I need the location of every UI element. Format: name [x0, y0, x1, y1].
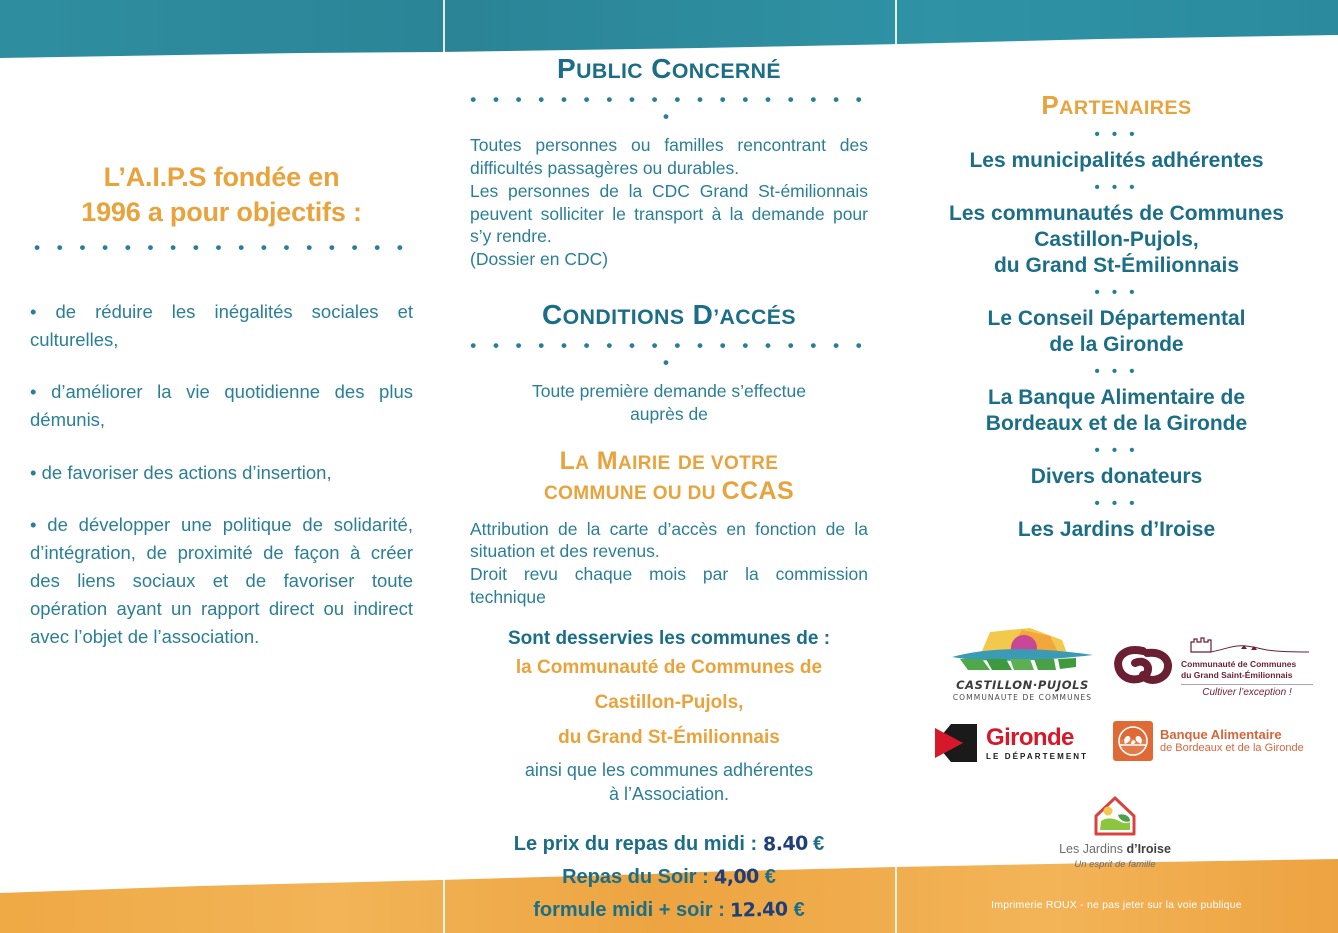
- divider: [1181, 684, 1313, 685]
- partner-line: Bordeaux et de la Gironde: [985, 412, 1248, 436]
- heading-cap: M: [596, 446, 618, 475]
- ccas-label: CCAS: [721, 476, 795, 505]
- attribution-line: Attribution de la carte d’accès en fonction de la situation et des revenus.: [470, 518, 868, 562]
- attribution-line: Droit revu chaque mois par la commission technique: [470, 564, 868, 607]
- price-row: [470, 894, 868, 927]
- column-partners: [895, 0, 1338, 543]
- conditions-intro-line2: auprès de: [630, 403, 708, 424]
- dotted-divider: • • • • • • • • • • • • • • • • • • •: [470, 336, 868, 373]
- conditions-intro-line1: Toute première demande s’effectue: [531, 381, 806, 402]
- heading-rest: COMMUNE OU DU: [543, 482, 722, 504]
- gironde-name: Gironde: [986, 723, 1074, 751]
- partner-separator: • • •: [1094, 284, 1139, 302]
- partner-line: Castillon-Pujols,: [1034, 228, 1199, 252]
- price-label: Repas du Soir :: [562, 865, 715, 888]
- logo-banque-alimentaire: [1113, 721, 1323, 761]
- heading-rest: ONCERNÉ: [671, 59, 781, 83]
- mairie-line-2: [470, 476, 868, 506]
- commune-name: Castillon-Pujols,: [594, 691, 744, 713]
- partner-line: Le Conseil Départemental: [987, 307, 1246, 331]
- commune-name: la Communauté de Communes de: [515, 656, 823, 678]
- banque-line2: de Bordeaux et de la Gironde: [1160, 741, 1304, 754]
- heading-cap: P: [1041, 90, 1060, 120]
- heading-rest: DE VOTRE: [678, 452, 779, 474]
- castillon-pujols-text: [950, 679, 1095, 702]
- logo-subtitle: COMMUNAUTE DE COMMUNES: [952, 692, 1093, 702]
- commune-name: du Grand St-Émilionnais: [558, 727, 780, 748]
- served-communes-label: Sont desservies les communes de :: [507, 627, 831, 649]
- objectives-title: [0, 160, 443, 229]
- price-value-handwritten: 12.40: [730, 898, 789, 922]
- gironde-mark: [933, 722, 981, 764]
- price-currency: €: [759, 865, 776, 888]
- partner-item: Divers donateurs: [1030, 465, 1203, 489]
- price-label: Le prix du repas du midi :: [513, 832, 763, 855]
- jardins-tagline: Un esprit de famille: [1074, 858, 1156, 870]
- logo-name: CASTILLON·PUJOLS: [956, 678, 1089, 692]
- footer-imprint: Imprimerie ROUX - ne pas jeter sur la voie publique: [991, 899, 1242, 911]
- jardins-name-bold: d’Iroise: [1126, 842, 1171, 856]
- heading-rest: AIRIE: [618, 452, 671, 474]
- jardins-name: [1040, 843, 1190, 857]
- logo-grand-saint-emilionnais: [1113, 636, 1313, 698]
- price-currency: €: [788, 898, 805, 921]
- price-currency: €: [807, 832, 825, 855]
- heading-rest: ’ACCÉS: [713, 304, 796, 329]
- logo-castillon-pujols: [950, 626, 1095, 702]
- heading-cap: C: [651, 53, 672, 84]
- public-paragraph: (Dossier en CDC): [470, 249, 609, 270]
- partners-heading: [913, 90, 1320, 121]
- partner-line: La Banque Alimentaire de: [987, 386, 1246, 410]
- gse-tagline: Cultiver l’exception !: [1202, 687, 1292, 699]
- list-item: • de favoriser des actions d’insertion,: [30, 461, 332, 483]
- dotted-divider: • • • • • • • • • • • • • • • • •: [34, 238, 409, 258]
- public-paragraph: Toutes personnes ou familles rencontrant des difficultés passagères ou durables.: [470, 135, 868, 179]
- partner-separator: • • •: [1094, 126, 1139, 143]
- partner-line: du Grand St-Émilionnais: [993, 254, 1240, 278]
- partner-item: [913, 306, 1320, 358]
- partner-line: Les communautés de Communes: [949, 202, 1284, 226]
- column-objectives: [0, 0, 443, 651]
- price-value-handwritten: 8.40: [762, 832, 808, 856]
- gse-line1: Communauté de Communes: [1181, 659, 1297, 669]
- list-item: • d’améliorer la vie quotidienne des plus démunis,: [30, 381, 413, 431]
- partner-separator: • • •: [1094, 179, 1139, 197]
- partner-separator: • • •: [1094, 495, 1139, 513]
- price-row: [470, 861, 868, 894]
- partner-item: [913, 201, 1320, 279]
- partner-item: Les municipalités adhérentes: [969, 149, 1264, 172]
- mairie-line-1: [470, 446, 868, 476]
- list-item: • de développer une politique de solidarité, d’intégration, de proximité de façon à créer des liens sociaux et de favoriser toute opération ayant un rapport direct ou indirect avec l’objet de l’association.: [30, 513, 413, 648]
- logo-gironde: [933, 722, 1098, 764]
- heading-rest: ARTENAIRES: [1059, 97, 1192, 119]
- objectives-title-line1: L’A.I.P.S fondée en: [103, 162, 340, 192]
- column-access: [443, 0, 895, 927]
- gse-loop-mark: [1113, 643, 1175, 691]
- public-paragraph: Les personnes de la CDC Grand St-émilionnais peuvent solliciter le transport à la demande pour s’y rendre.: [470, 180, 868, 247]
- jardins-name-light: Les Jardins: [1059, 842, 1127, 856]
- heading-rest: UBLIC: [576, 59, 644, 83]
- price-list: [470, 828, 868, 927]
- castillon-pujols-mark: [950, 626, 1095, 674]
- public-concerned-heading: [470, 53, 868, 84]
- mairie-ccas-heading: [470, 446, 868, 506]
- partner-line: de la Gironde: [1049, 333, 1184, 357]
- heading-cap: L: [559, 446, 576, 475]
- heading-cap: P: [556, 53, 577, 84]
- price-value-handwritten: 4,00: [714, 865, 760, 889]
- gse-skyline-icon: [1181, 636, 1313, 654]
- dotted-divider: • • • • • • • • • • • • • • • • • • •: [470, 90, 868, 127]
- heading-rest: ONDITIONS: [562, 304, 685, 329]
- heading-cap: C: [542, 298, 563, 330]
- conditions-access-heading: [470, 299, 868, 330]
- price-row: [470, 828, 868, 861]
- partner-separator: • • •: [1094, 363, 1139, 381]
- ainsi-line2: à l’Association.: [608, 783, 730, 804]
- partner-separator: • • •: [1094, 442, 1139, 460]
- gironde-subtitle: LE DÉPARTEMENT: [986, 751, 1089, 761]
- objectives-bullet-list: [30, 298, 413, 651]
- banque-line1: Banque Alimentaire: [1160, 726, 1282, 742]
- partner-logos: [895, 618, 1338, 878]
- ainsi-line1: ainsi que les communes adhérentes: [524, 760, 814, 781]
- partner-item: [913, 385, 1320, 437]
- objectives-title-line2: 1996 a pour objectifs :: [81, 196, 362, 227]
- gse-line2: du Grand Saint-Émilionnais: [1181, 669, 1293, 680]
- price-label: formule midi + soir :: [533, 898, 731, 921]
- banque-alimentaire-mark: [1113, 721, 1153, 761]
- partner-item: Les Jardins d’Iroise: [1017, 518, 1216, 542]
- list-item: • de réduire les inégalités sociales et culturelles,: [30, 301, 413, 351]
- jardins-iroise-house-icon: [1040, 796, 1190, 838]
- heading-cap: D: [692, 298, 714, 330]
- logo-jardins-iroise: [1040, 796, 1190, 870]
- heading-rest: A: [575, 452, 590, 474]
